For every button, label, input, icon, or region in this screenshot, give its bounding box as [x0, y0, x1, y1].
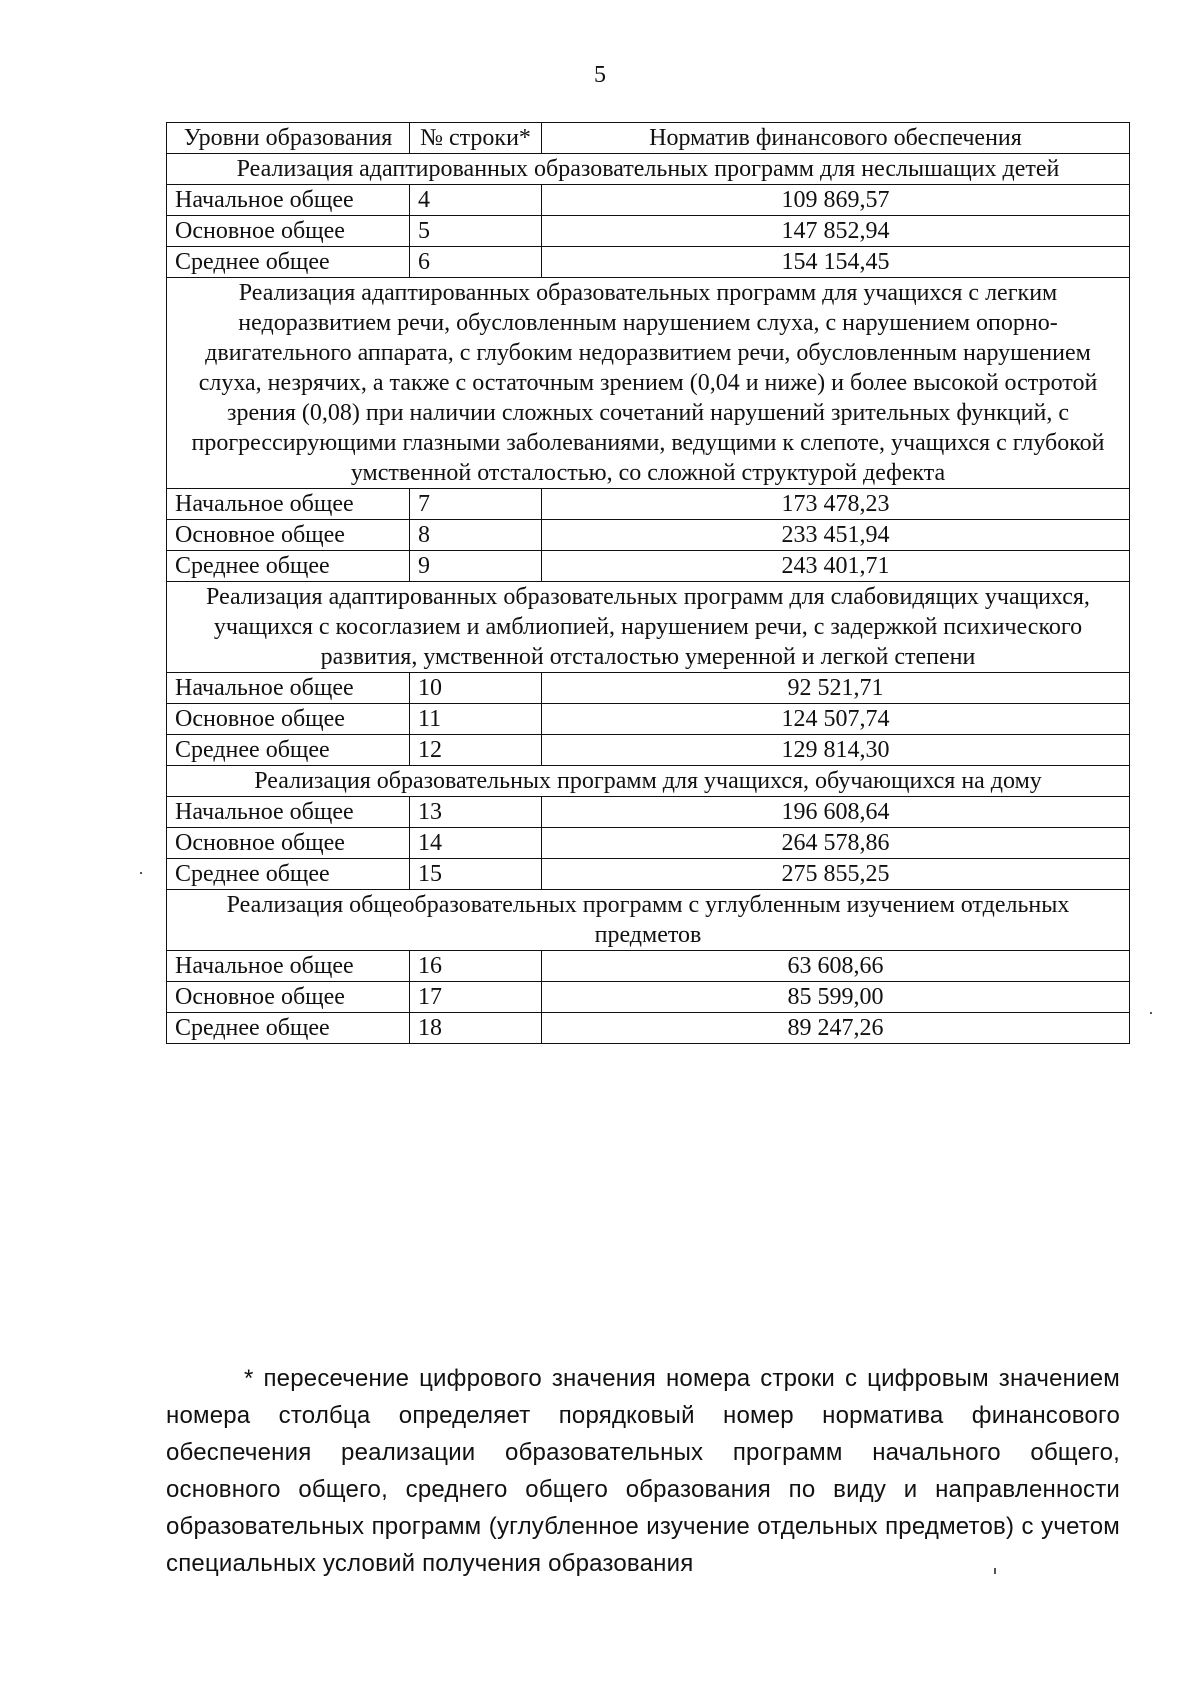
- section-row: [167, 278, 1130, 489]
- section-row: [167, 154, 1130, 185]
- norms-table: [166, 122, 1130, 1044]
- row-value: 243 401,71: [542, 551, 1130, 582]
- table-row: [167, 859, 1130, 890]
- table-row: [167, 247, 1130, 278]
- row-value: 154 154,45: [542, 247, 1130, 278]
- row-value: 233 451,94: [542, 520, 1130, 551]
- row-number: 16: [410, 951, 542, 982]
- row-number: 9: [410, 551, 542, 582]
- section-row: [167, 766, 1130, 797]
- section-title: Реализация образовательных программ для учащихся, обучающихся на дому: [167, 766, 1130, 797]
- row-level: Начальное общее: [167, 489, 410, 520]
- row-number: 4: [410, 185, 542, 216]
- header-level: Уровни образования: [167, 123, 410, 154]
- row-level: Среднее общее: [167, 247, 410, 278]
- table-row: [167, 185, 1130, 216]
- table-row: [167, 797, 1130, 828]
- scan-speck: [140, 872, 142, 874]
- table-row: [167, 216, 1130, 247]
- header-norm: Норматив финансового обеспечения: [542, 123, 1130, 154]
- row-level: Среднее общее: [167, 859, 410, 890]
- row-level: Начальное общее: [167, 673, 410, 704]
- row-level: Среднее общее: [167, 1013, 410, 1044]
- table-row: [167, 489, 1130, 520]
- table-row: [167, 735, 1130, 766]
- row-level: Основное общее: [167, 704, 410, 735]
- row-value: 89 247,26: [542, 1013, 1130, 1044]
- table-row: [167, 520, 1130, 551]
- section-title: Реализация адаптированных образовательных программ для неслышащих детей: [167, 154, 1130, 185]
- section-title: Реализация адаптированных образовательных программ для слабовидящих учащихся, учащихся с косоглазием и амблиопией, нарушением речи, с задержкой психического развития, умственной отсталостью умеренной и легкой степени: [167, 582, 1130, 673]
- row-value: 85 599,00: [542, 982, 1130, 1013]
- footnote: [166, 1360, 1120, 1582]
- row-level: Основное общее: [167, 520, 410, 551]
- scan-speck: [1150, 1012, 1152, 1014]
- footnote-text: * пересечение цифрового значения номера строки с цифровым значением номера столбца определяет порядковый номер норматива финансового обеспечения реализации образовательных программ начального общего, основного общего, среднего общего образования по виду и направленности образовательных программ (углубленное изучение отдельных предметов) с учетом специальных условий получения образования: [166, 1365, 1120, 1577]
- row-level: Среднее общее: [167, 551, 410, 582]
- row-level: Основное общее: [167, 982, 410, 1013]
- section-row: [167, 890, 1130, 951]
- row-value: 92 521,71: [542, 673, 1130, 704]
- section-row: [167, 582, 1130, 673]
- row-number: 13: [410, 797, 542, 828]
- row-number: 8: [410, 520, 542, 551]
- table-row: [167, 951, 1130, 982]
- row-value: 63 608,66: [542, 951, 1130, 982]
- section-title: Реализация адаптированных образовательных программ для учащихся с легким недоразвитием речи, обусловленным нарушением слуха, с нарушением опорно-двигательного аппарата, с глубоким недоразвитием речи, обусловленным нарушением слуха, незрячих, а также с остаточным зрением (0,04 и ниже) и более высокой остротой зрения (0,08) при наличии сложных сочетаний нарушений зрительных функций, с прогрессирующими глазными заболеваниями, ведущими к слепоте, учащихся с глубокой умственной отсталостью, со сложной структурой дефекта: [167, 278, 1130, 489]
- row-value: 109 869,57: [542, 185, 1130, 216]
- row-value: 275 855,25: [542, 859, 1130, 890]
- row-number: 18: [410, 1013, 542, 1044]
- table-row: [167, 982, 1130, 1013]
- table-row: [167, 1013, 1130, 1044]
- table-row: [167, 704, 1130, 735]
- table-body: [167, 154, 1130, 1044]
- row-level: Начальное общее: [167, 797, 410, 828]
- row-value: 196 608,64: [542, 797, 1130, 828]
- row-value: 147 852,94: [542, 216, 1130, 247]
- scan-speck: [994, 1568, 996, 1574]
- page-number: 5: [594, 62, 606, 88]
- table-row: [167, 673, 1130, 704]
- row-number: 12: [410, 735, 542, 766]
- row-number: 5: [410, 216, 542, 247]
- row-number: 11: [410, 704, 542, 735]
- row-value: 264 578,86: [542, 828, 1130, 859]
- row-level: Среднее общее: [167, 735, 410, 766]
- row-number: 7: [410, 489, 542, 520]
- row-number: 17: [410, 982, 542, 1013]
- section-title: Реализация общеобразовательных программ с углубленным изучением отдельных предметов: [167, 890, 1130, 951]
- row-level: Начальное общее: [167, 185, 410, 216]
- row-number: 14: [410, 828, 542, 859]
- row-number: 10: [410, 673, 542, 704]
- row-value: 129 814,30: [542, 735, 1130, 766]
- row-value: 124 507,74: [542, 704, 1130, 735]
- table-row: [167, 551, 1130, 582]
- row-value: 173 478,23: [542, 489, 1130, 520]
- row-number: 6: [410, 247, 542, 278]
- row-level: Основное общее: [167, 828, 410, 859]
- table-header-row: [167, 123, 1130, 154]
- table-row: [167, 828, 1130, 859]
- row-level: Начальное общее: [167, 951, 410, 982]
- row-level: Основное общее: [167, 216, 410, 247]
- header-row-number: № строки*: [410, 123, 542, 154]
- row-number: 15: [410, 859, 542, 890]
